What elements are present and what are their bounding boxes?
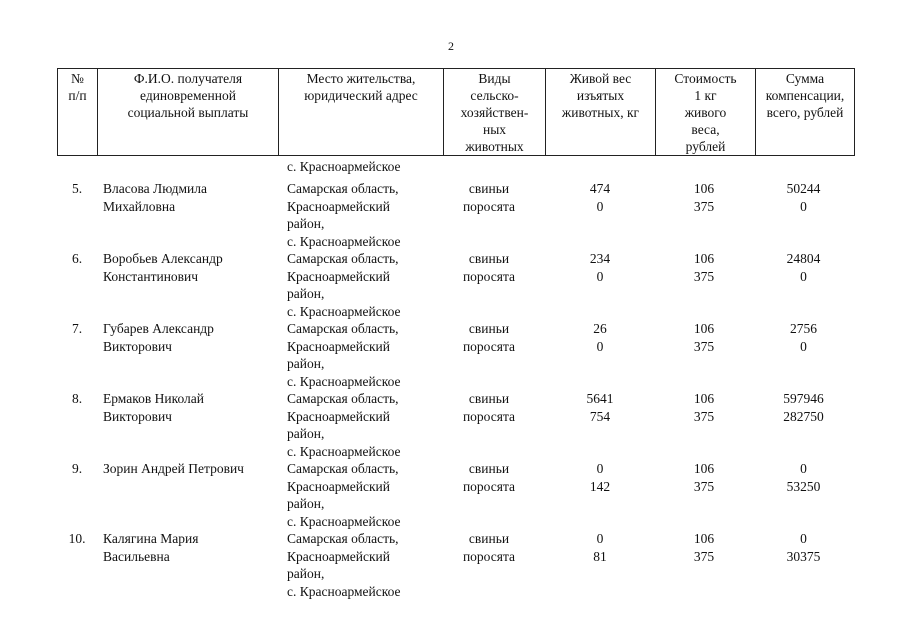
header-price-per-kg: Стоимость 1 кг живого веса, рублей [656,69,756,156]
compensation-sum: 24804 0 [786,251,821,284]
compensation-sum: 0 30375 [786,531,821,564]
live-weight: 26 0 [593,321,607,354]
address: Самарская область, Красноармейский район, с. Красноармейское [287,321,401,389]
row-number: 10. [68,531,86,546]
price-per-kg: 106 375 [693,251,715,284]
address: Самарская область, Красноармейский район, с. Красноармейское [287,391,401,459]
animal-kinds: свиньи поросята [462,531,516,564]
recipient-name: Воробьев Александр Константинович [103,251,223,284]
row-number: 6. [71,251,83,266]
table-row [57,530,853,600]
row-number: 8. [71,391,83,406]
live-weight: 0 81 [593,531,607,564]
animal-kinds: свиньи поросята [462,461,516,494]
header-recipient-name: Ф.И.О. получателя единовременной социальной выплаты [98,69,279,156]
compensation-sum: 2756 0 [790,321,817,354]
address: Самарская область, Красноармейский район, с. Красноармейское [287,251,401,319]
live-weight: 5641 754 [586,391,614,424]
carry-over-address: с. Красноармейское [287,159,401,174]
header-compensation-sum: Сумма компенсации, всего, рублей [756,69,855,156]
row-number: 9. [71,461,83,476]
header-animal-kinds: Виды сельско- хозяйствен- ных животных [444,69,546,156]
table-row [57,460,853,530]
live-weight: 474 0 [589,181,611,214]
table-header [57,68,855,156]
table-row [57,320,853,390]
live-weight: 0 142 [589,461,611,494]
price-per-kg: 106 375 [693,391,715,424]
animal-kinds: свиньи поросята [462,321,516,354]
price-per-kg: 106 375 [693,461,715,494]
page-number: 2 [448,39,454,53]
compensation-sum: 0 53250 [786,461,821,494]
animal-kinds: свиньи поросята [462,251,516,284]
recipient-name: Зорин Андрей Петрович [103,461,244,476]
address: Самарская область, Красноармейский район, с. Красноармейское [287,181,401,249]
price-per-kg: 106 375 [693,181,715,214]
recipient-name: Калягина Мария Васильевна [103,531,199,564]
row-number: 7. [71,321,83,336]
price-per-kg: 106 375 [693,321,715,354]
price-per-kg: 106 375 [693,531,715,564]
recipient-name: Ермаков Николай Викторович [103,391,204,424]
row-number: 5. [71,181,83,196]
compensation-sum: 597946 282750 [783,391,824,424]
recipient-name: Власова Людмила Михайловна [103,181,207,214]
address: Самарская область, Красноармейский район, с. Красноармейское [287,461,401,529]
header-number: № п/п [58,69,98,156]
table-row [57,390,853,460]
animal-kinds: свиньи поросята [462,391,516,424]
table-row [57,180,853,250]
recipient-name: Губарев Александр Викторович [103,321,214,354]
address: Самарская область, Красноармейский район, с. Красноармейское [287,531,401,599]
live-weight: 234 0 [589,251,611,284]
header-live-weight: Живой вес изъятых животных, кг [546,69,656,156]
header-address: Место жительства, юридический адрес [279,69,444,156]
table-row [57,250,853,320]
animal-kinds: свиньи поросята [462,181,516,214]
compensation-sum: 50244 0 [786,181,821,214]
